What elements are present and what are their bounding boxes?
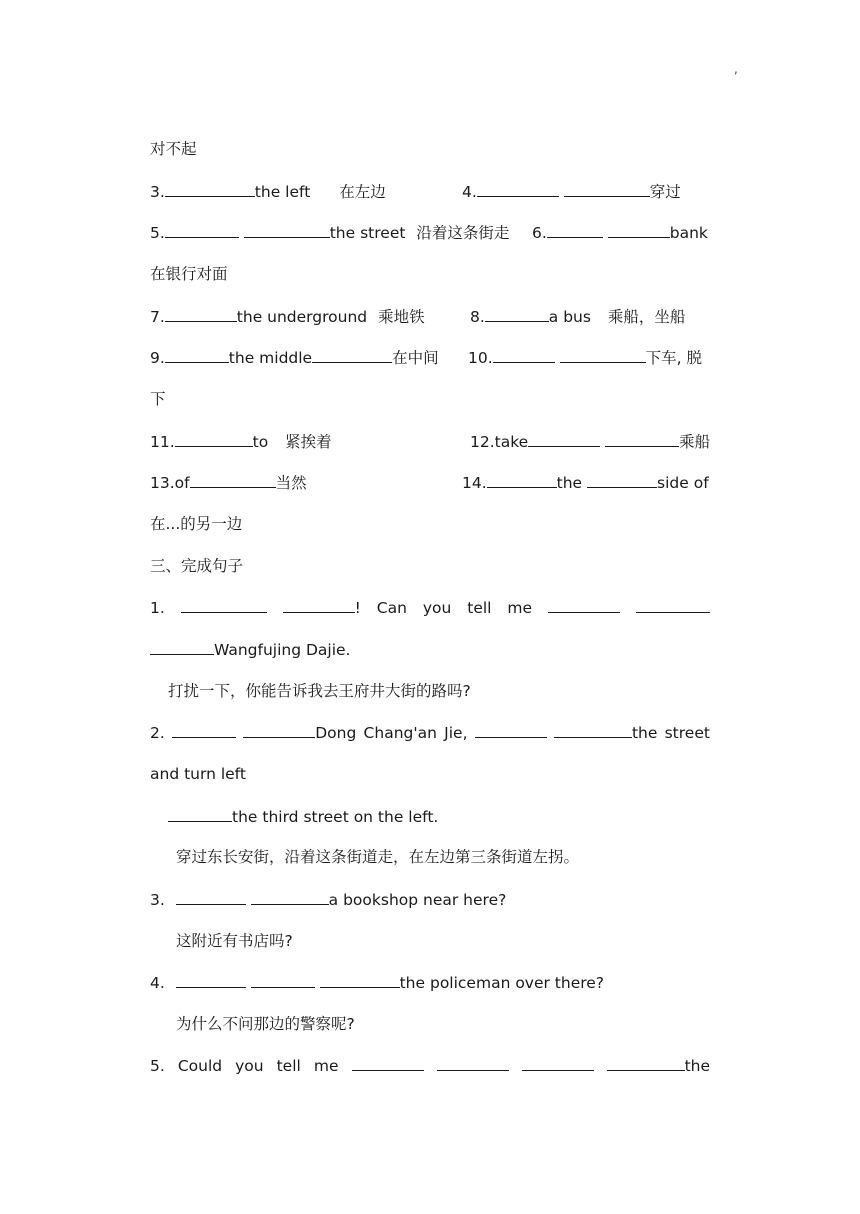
phrase-row-11-12: 11. to 紧挨着 (150, 430, 710, 453)
answer-blank[interactable] (150, 638, 214, 655)
phrase-8: 8. a bus 乘船，坐船 (470, 305, 685, 328)
phrase-row-7-8: 7. the underground 乘地铁 (150, 305, 710, 328)
answer-blank[interactable] (554, 721, 632, 738)
phrase-row-5-6: 5. the street 沿着这条街走 (150, 221, 710, 244)
page-mark: , (734, 62, 738, 76)
sentence-2-chinese: 穿过东长安街，沿着这条街道走，在左边第三条街道左拐。 (176, 848, 580, 866)
answer-blank[interactable] (485, 305, 549, 322)
answer-blank[interactable] (605, 430, 679, 447)
answer-blank[interactable] (165, 346, 229, 363)
answer-blank[interactable] (251, 971, 315, 988)
answer-blank[interactable] (168, 805, 232, 822)
phrase-cont-1: 对不起 (150, 140, 197, 158)
phrase-cont-10: 下 (150, 390, 166, 408)
answer-blank[interactable] (587, 471, 657, 488)
answer-blank[interactable] (312, 346, 392, 363)
answer-blank[interactable] (493, 346, 555, 363)
answer-blank[interactable] (608, 221, 670, 238)
phrase-cont-6: 在银行对面 (150, 265, 228, 283)
answer-blank[interactable] (283, 596, 355, 613)
answer-blank[interactable] (564, 180, 650, 197)
answer-blank[interactable] (522, 1054, 594, 1071)
phrase-4: 4. 穿过 (462, 180, 681, 203)
sentence-2: 2. Dong Chang'an Jie, the street (150, 721, 710, 744)
answer-blank[interactable] (244, 221, 330, 238)
answer-blank[interactable] (165, 221, 239, 238)
answer-blank[interactable] (165, 180, 255, 197)
phrase-row-3-4: 3. the left 在左边 (150, 180, 710, 203)
answer-blank[interactable] (181, 596, 267, 613)
sentence-5: 5. Could you tell me the (150, 1054, 710, 1077)
sentence-2-cont-2: the third street on the left. (168, 805, 728, 828)
sentence-4-chinese: 为什么不问那边的警察呢? (176, 1015, 355, 1033)
sentence-1-cont: Wangfujing Dajie. (150, 638, 710, 661)
answer-blank[interactable] (172, 721, 236, 738)
answer-blank[interactable] (547, 221, 603, 238)
answer-blank[interactable] (176, 888, 246, 905)
phrase-10: 10. 下车, 脱 (468, 346, 702, 369)
phrase-12: 12.take 乘船 (470, 430, 710, 453)
section-title: 三、完成句子 (150, 557, 244, 575)
answer-blank[interactable] (176, 971, 246, 988)
sentence-1-chinese: 打扰一下，你能告诉我去王府井大街的路吗? (168, 682, 471, 700)
answer-blank[interactable] (437, 1054, 509, 1071)
answer-blank[interactable] (528, 430, 600, 447)
sentence-4: 4. the policeman over there? (150, 971, 710, 994)
phrase-cont-14: 在...的另一边 (150, 515, 243, 533)
phrase-14: 14. the side of (462, 471, 709, 494)
sentence-3: 3. a bookshop near here? (150, 888, 710, 911)
answer-blank[interactable] (636, 596, 710, 613)
sentence-2-cont: and turn left (150, 765, 246, 783)
answer-blank[interactable] (320, 971, 400, 988)
answer-blank[interactable] (352, 1054, 424, 1071)
sentence-3-chinese: 这附近有书店吗? (176, 932, 293, 950)
answer-blank[interactable] (190, 471, 276, 488)
answer-blank[interactable] (165, 305, 237, 322)
answer-blank[interactable] (560, 346, 646, 363)
phrase-row-9-10: 9. the middle 在中间 (150, 346, 710, 369)
answer-blank[interactable] (607, 1054, 685, 1071)
answer-blank[interactable] (251, 888, 329, 905)
answer-blank[interactable] (243, 721, 315, 738)
phrase-6: 6. bank (532, 221, 708, 244)
sentence-1: 1. ! Can you tell me (150, 596, 710, 619)
answer-blank[interactable] (548, 596, 620, 613)
answer-blank[interactable] (487, 471, 557, 488)
phrase-row-13-14: 13.of 当然 (150, 471, 710, 494)
answer-blank[interactable] (477, 180, 559, 197)
answer-blank[interactable] (175, 430, 253, 447)
answer-blank[interactable] (475, 721, 547, 738)
